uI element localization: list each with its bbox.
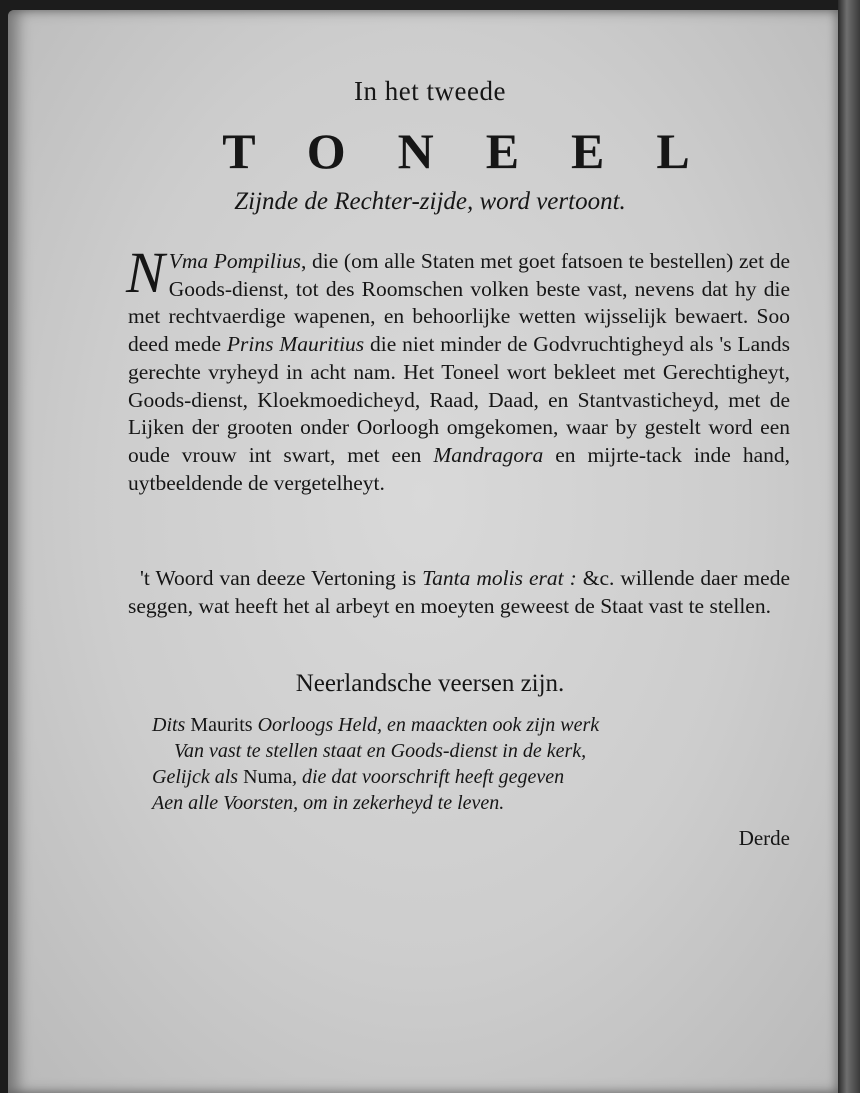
paragraph-text: , die (om alle Staten met goet fatsoen te bestellen) zet de Goods-dienst, tot des Roomschen volken beste vast, nevens dat hy die met rechtvaerdige wapenen, en behoorlijke wetten wijsselijk bewaert. Soo deed mede: [128, 249, 790, 357]
paragraph-motto: [128, 565, 790, 620]
verse-text: Van vast te stellen staat en Goods-dienst in de kerk,: [174, 740, 587, 762]
paragraph-text: en mijrte-tack inde hand, uytbeeldende de vergetelheyt.: [128, 442, 790, 495]
verse-line: [152, 738, 772, 764]
paragraph-text: &c. willende daer mede seggen, wat heeft het al arbeyt en moeyten geweest de Staat vast te stellen.: [128, 566, 790, 618]
verse-line: [152, 712, 772, 738]
italic-heading: Zijnde de Rechter-zijde, word vertoont.: [234, 188, 626, 215]
plant-name: Mandragora: [433, 442, 544, 467]
paragraph-description: [126, 240, 790, 497]
verse-text: , die dat voorschrift heeft gegeven: [291, 766, 565, 788]
paragraph-text: die niet minder de Godvruchtigheyd als 's Lands gerechte vryheyd in acht nam. Het Toneel wort bekleet met Gerechtigheyt, Goods-dienst, Kloekmoedicheyd, Raad, Daad, en Stantvasticheyd, met de Lijken der grooten onder Oorloogh omgekomen, waar by gestelt word een oude vrouw int swart, met een: [128, 332, 790, 467]
drop-cap: N: [126, 240, 165, 305]
verse-line: [152, 764, 772, 790]
verse-name: Maurits: [190, 714, 253, 736]
page-title: TONEEL: [222, 123, 742, 179]
verse-text: Oorloogs Held, en maackten ook zijn werk: [252, 714, 600, 736]
verse-block: [152, 712, 772, 816]
latin-motto: Tanta molis erat :: [422, 566, 577, 590]
verse-text: Dits: [152, 714, 191, 736]
name-numa: Vma Pompilius: [168, 249, 301, 273]
verse-text: Aen alle Voorsten, om in zekerheyd te leven.: [152, 792, 505, 814]
verse-name: Numa: [243, 766, 292, 788]
paragraph-text: 't Woord van deeze Vertoning is: [140, 566, 423, 590]
name-prince: Prins Mauritius: [226, 332, 365, 357]
verse-text: Gelijck als: [152, 766, 244, 788]
verse-line: [152, 790, 772, 816]
verse-heading: Neerlandsche veersen zijn.: [295, 670, 565, 697]
catchword: Derde: [738, 826, 790, 850]
sub-heading: In het tweede: [354, 76, 506, 106]
